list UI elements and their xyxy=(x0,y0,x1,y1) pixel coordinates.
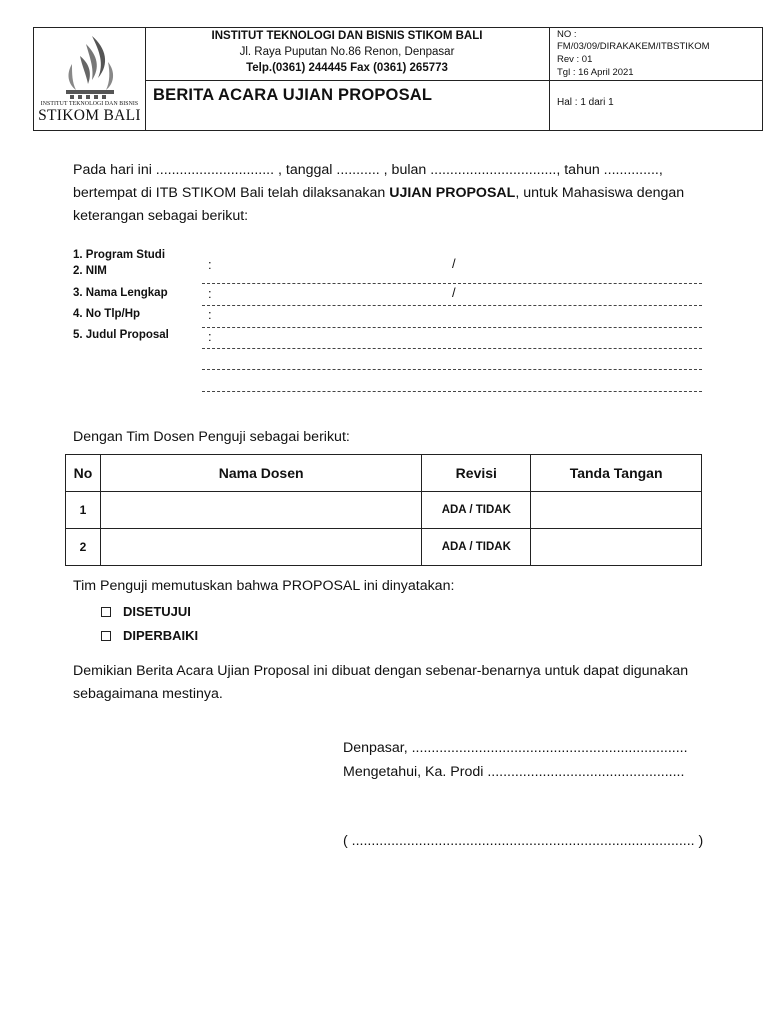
logo-small-text: INSTITUT TEKNOLOGI DAN BISNIS xyxy=(40,101,139,107)
institution-info xyxy=(145,28,549,81)
logo-cell xyxy=(34,28,146,130)
option-diperbaiki-label: DIPERBAIKI xyxy=(123,628,199,643)
decision-intro: Tim Penguji memutuskan bahwa PROPOSAL ini dinyatakan: xyxy=(73,578,455,594)
intro-line-2-post: , untuk Mahasiswa dengan xyxy=(515,185,685,201)
signature-approver: Mengetahui, Ka. Prodi .................................................. xyxy=(343,764,685,780)
table-row xyxy=(66,492,702,529)
field-colon-judul-proposal: : xyxy=(208,329,212,344)
option-disetujui-label: DISETUJUI xyxy=(123,604,191,619)
meta-info xyxy=(549,28,762,81)
header-revisi: Revisi xyxy=(422,455,531,492)
row-name-cell[interactable] xyxy=(100,529,421,566)
meta-page: Hal : 1 dari 1 xyxy=(557,97,614,108)
row-sign-cell[interactable] xyxy=(531,492,702,529)
row-revisi: ADA / TIDAK xyxy=(422,492,531,529)
meta-tgl: Tgl : 16 April 2021 xyxy=(557,67,634,78)
institution-name: INSTITUT TEKNOLOGI DAN BISNIS STIKOM BALI xyxy=(211,30,483,42)
header-no: No xyxy=(66,455,101,492)
field-line-program-studi[interactable] xyxy=(202,283,702,284)
field-label-nim: 2. NIM xyxy=(73,265,107,277)
field-line-judul-proposal-1[interactable] xyxy=(202,348,702,349)
field-label-judul-proposal: 5. Judul Proposal xyxy=(73,329,169,341)
meta-no-value: FM/03/09/DIRAKAKEM/ITBSTIKOM xyxy=(557,41,710,52)
institution-cell xyxy=(145,28,550,130)
institution-address: Jl. Raya Puputan No.86 Renon, Denpasar xyxy=(239,46,455,58)
table-row xyxy=(66,529,702,566)
field-label-program-studi: 1. Program Studi xyxy=(73,249,166,261)
intro-line-2-bold: UJIAN PROPOSAL xyxy=(389,185,516,201)
field-label-no-tlp: 4. No Tlp/Hp xyxy=(73,308,141,320)
examiners-intro: Dengan Tim Dosen Penguji sebagai berikut: xyxy=(73,429,350,445)
intro-line-3: keterangan sebagai berikut: xyxy=(73,208,249,224)
row-sign-cell[interactable] xyxy=(531,529,702,566)
intro-line-1: Pada hari ini .............................. , tanggal ........... , bulan ................................, tahun .............., xyxy=(73,162,663,178)
field-colon-program-studi: : xyxy=(208,257,212,272)
document-title: BERITA ACARA UJIAN PROPOSAL xyxy=(153,86,433,104)
field-colon-no-tlp: : xyxy=(208,307,212,322)
field-colon-nama-lengkap: : xyxy=(208,286,212,301)
row-name-cell[interactable] xyxy=(100,492,421,529)
stikom-flame-logo-icon xyxy=(62,34,118,100)
closing-line-1: Demikian Berita Acara Ujian Proposal ini dibuat dengan sebenar-benarnya untuk dapat digunakan xyxy=(73,663,689,679)
meta-no-label: NO : xyxy=(557,29,577,40)
logo-big-text: STIKOM BALI xyxy=(38,107,141,124)
row-no: 2 xyxy=(66,529,101,566)
signature-name-line: ( ....................................................................................... ) xyxy=(343,833,704,849)
row-no: 1 xyxy=(66,492,101,529)
field-line-judul-proposal-3[interactable] xyxy=(202,391,702,392)
field-line-judul-proposal-2[interactable] xyxy=(202,369,702,370)
intro-line-2 xyxy=(73,182,698,206)
institution-phone: Telp.(0361) 244445 Fax (0361) 265773 xyxy=(246,62,448,74)
header-tanda-tangan: Tanda Tangan xyxy=(531,455,702,492)
field-line-nama-lengkap[interactable] xyxy=(202,305,702,306)
field-slash-program-studi: / xyxy=(452,256,456,271)
signature-place-date: Denpasar, ...................................................................... xyxy=(343,740,688,756)
document-header xyxy=(33,27,763,131)
meta-rev: Rev : 01 xyxy=(557,54,593,65)
field-label-nama-lengkap: 3. Nama Lengkap xyxy=(73,287,168,299)
field-slash-nama-lengkap: / xyxy=(452,285,456,300)
header-nama-dosen: Nama Dosen xyxy=(100,455,421,492)
meta-cell xyxy=(549,28,762,130)
intro-line-2-pre: bertempat di ITB STIKOM Bali telah dilaksanakan xyxy=(73,185,390,201)
table-header-row xyxy=(66,455,702,492)
examiners-table xyxy=(65,454,702,566)
row-revisi: ADA / TIDAK xyxy=(422,529,531,566)
closing-line-2: sebagaimana mestinya. xyxy=(73,686,223,702)
checkbox-disetujui[interactable] xyxy=(101,607,111,617)
checkbox-diperbaiki[interactable] xyxy=(101,631,111,641)
field-line-no-tlp[interactable] xyxy=(202,327,702,328)
